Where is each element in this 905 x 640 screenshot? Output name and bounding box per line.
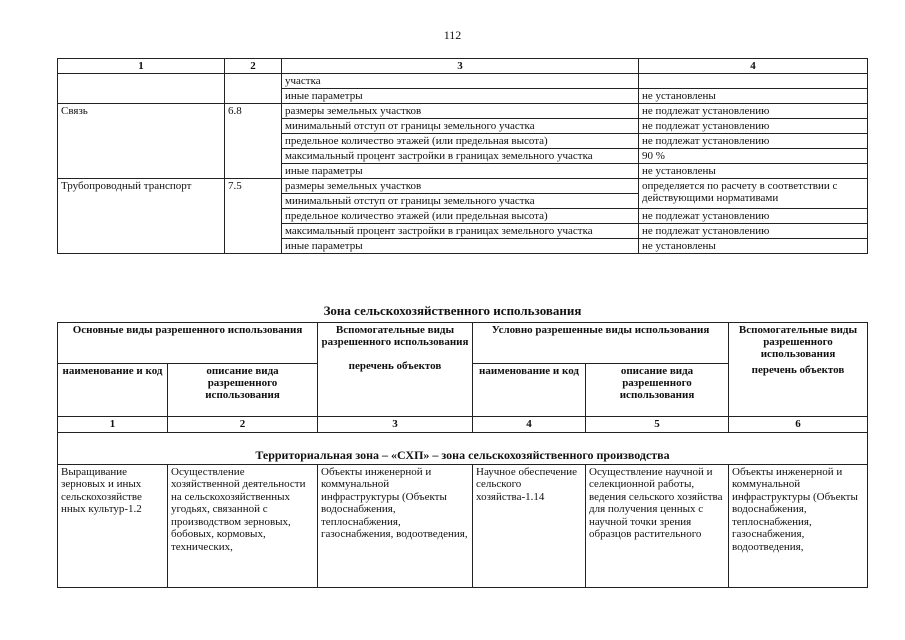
use-name-cell: Выращивание зерновых и иных сельскохозяйстве нных культур-1.2	[58, 464, 168, 587]
objects-list-cell: Объекты инженерной и коммунальной инфраструктуры (Объекты водоснабжения, теплоснабжения, газоснабжения, водоотведения,	[729, 464, 868, 587]
column-header: 2	[225, 59, 282, 74]
use-type-code: 7.5	[225, 179, 282, 254]
name-code-header: наименование и код	[473, 364, 586, 417]
column-number: 3	[318, 417, 473, 433]
column-number: 2	[168, 417, 318, 433]
column-number: 5	[586, 417, 729, 433]
value-cell: 90 %	[639, 149, 868, 164]
aux-uses-header-2: Вспомогательные виды разрешенного использования перечень объектов	[729, 323, 868, 417]
table-row	[58, 104, 868, 119]
name-code-header: наименование и код	[58, 364, 168, 417]
use-type-code: 6.8	[225, 104, 282, 179]
table-row	[58, 179, 868, 194]
description-header: описание вида разрешенного использования	[168, 364, 318, 417]
column-number: 6	[729, 417, 868, 433]
parameter-cell: максимальный процент застройки в границах земельного участка	[282, 149, 639, 164]
parameter-cell: минимальный отступ от границы земельного участка	[282, 119, 639, 134]
value-cell: не подлежат установлению	[639, 104, 868, 119]
section-heading: Зона сельскохозяйственного использования	[323, 303, 582, 318]
land-use-types-table	[57, 322, 868, 588]
value-cell: не подлежат установлению	[639, 134, 868, 149]
parameter-cell: предельное количество этажей (или предельная высота)	[282, 134, 639, 149]
parameter-cell: размеры земельных участков	[282, 179, 639, 194]
conditional-uses-header: Условно разрешенные виды использования	[473, 323, 729, 364]
use-description-cell: Осуществление хозяйственной деятельности на сельскохозяйственных угодьях, связанной с производством зерновых, бобовых, кормовых, технических,	[168, 464, 318, 587]
column-header: 1	[58, 59, 225, 74]
column-header: 3	[282, 59, 639, 74]
zone-title-row	[58, 432, 868, 464]
value-cell: не установлены	[639, 89, 868, 104]
column-header: 4	[639, 59, 868, 74]
parameter-cell: максимальный процент застройки в границах земельного участка	[282, 224, 639, 239]
use-description-cell: Осуществление научной и селекционной работы, ведения сельского хозяйства для получения ценных с научной точки зрения образцов растительного	[586, 464, 729, 587]
column-number-row	[58, 417, 868, 433]
parameter-cell: предельное количество этажей (или предельная высота)	[282, 209, 639, 224]
group-header-row	[58, 323, 868, 364]
parameter-cell: иные параметры	[282, 239, 639, 254]
value-cell: не подлежат установлению	[639, 119, 868, 134]
main-uses-header: Основные виды разрешенного использования	[58, 323, 318, 364]
parameter-cell: иные параметры	[282, 89, 639, 104]
value-cell: определяется по расчету в соответствии с действующими нормативами	[639, 179, 868, 209]
column-number: 1	[58, 417, 168, 433]
parameter-cell: иные параметры	[282, 164, 639, 179]
use-name-cell: Научное обеспечение сельского хозяйства-1.14	[473, 464, 586, 587]
table-header-row	[58, 59, 868, 74]
table-row	[58, 74, 868, 89]
use-type-name: Связь	[58, 104, 225, 179]
value-cell	[639, 74, 868, 89]
zone-title: Территориальная зона – «СХП» – зона сельскохозяйственного производства	[58, 432, 868, 464]
page-number: 112	[443, 28, 462, 42]
value-cell: не установлены	[639, 239, 868, 254]
table-row	[58, 464, 868, 587]
column-number: 4	[473, 417, 586, 433]
value-cell: не подлежат установлению	[639, 209, 868, 224]
parameter-cell: минимальный отступ от границы земельного участка	[282, 194, 639, 209]
zone-parameters-table	[57, 58, 868, 254]
objects-list-cell: Объекты инженерной и коммунальной инфраструктуры (Объекты водоснабжения, теплоснабжения, газоснабжения, водоотведения,	[318, 464, 473, 587]
use-type-name: Трубопроводный транспорт	[58, 179, 225, 254]
parameter-cell: участка	[282, 74, 639, 89]
parameter-cell: размеры земельных участков	[282, 104, 639, 119]
value-cell: не подлежат установлению	[639, 224, 868, 239]
aux-uses-header: Вспомогательные виды разрешенного использования перечень объектов	[318, 323, 473, 417]
value-cell: не установлены	[639, 164, 868, 179]
description-header: описание вида разрешенного использования	[586, 364, 729, 417]
